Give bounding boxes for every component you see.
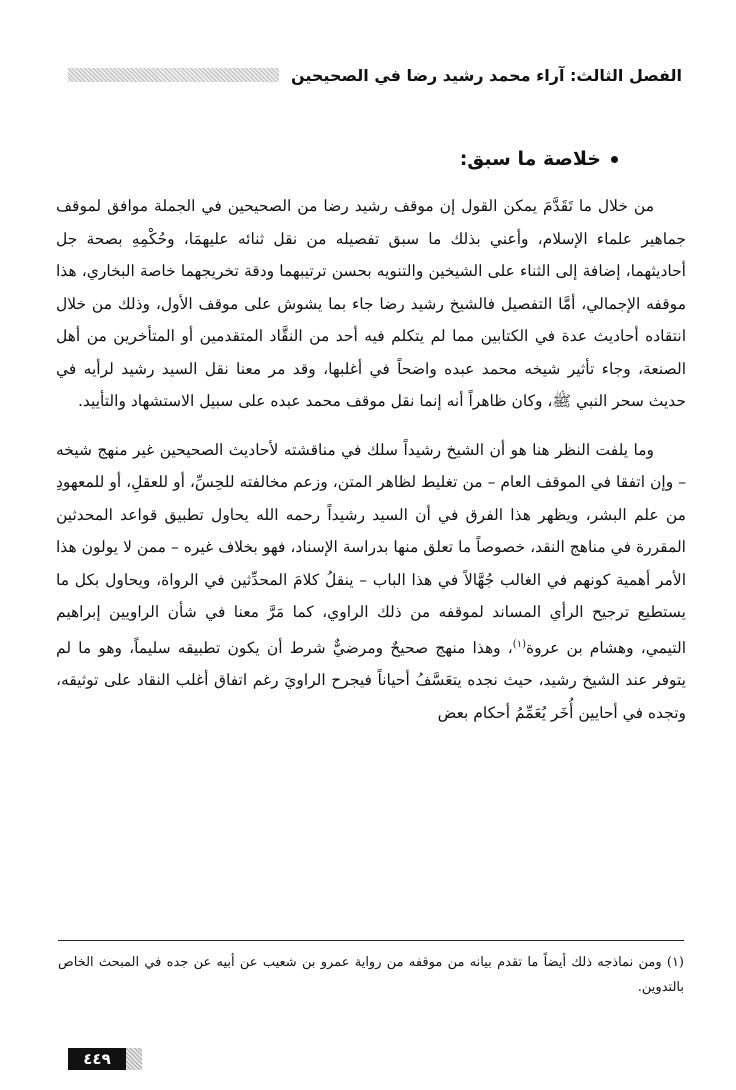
section-heading-text: خلاصة ما سبق: [459, 148, 601, 170]
footnote-divider [58, 940, 684, 941]
footnote-reference[interactable]: (١) [512, 638, 526, 650]
bullet-icon [611, 156, 618, 163]
footnote-1: (١) ومن نماذجه ذلك أيضاً ما تقدم بيانه من موقفه من رواية عمرو بن شعيب عن أبيه عن جده في المبحث الخاص بالتدوين. [58, 955, 684, 995]
body-text [56, 190, 686, 729]
page-number: ٤٤٩ [68, 1048, 126, 1070]
paragraph-2-part-1: وما يلفت النظر هنا هو أن الشيخ رشيداً سلك في مناقشته لأحاديث الصحيحين غير منهج شيخه – وإن اتفقا في الموقف العام – من تغليط لظاهر المتن، وزعم مخالفته للحِسِّ، أو للعقلِ، أو للمعهودِ من علم البشر، ويظهر هذا الفرق في أن السيد رشيداً رحمه الله يحاول تطبيق قواعد المحدثين المقررة في مناهج النقد، خصوصاً ما تعلق منها بدراسة الإسناد، فهو بخلاف غيره – ممن لا يولون هذا الأمر أهمية كونهم في الغالب جُهَّالاً في هذا الباب – ينقلُ كلامَ المحدِّثين في الرواة، ويحاول بكل ما يستطيع ترجيح الرأي المساند لموقفه من ذلك الراوي، كما مَرَّ معنا في شأن الراويين إبراهيم التيمي، وهشام بن عروة [56, 440, 687, 657]
paragraph-2 [56, 434, 686, 730]
paragraph-2-part-2: ، وهذا منهج صحيحٌ ومرضيٌّ شرط أن يكون تطبيقه سليماً، وهو ما لم يتوفر عند الشيخ رشيد، حيث نجده يتعَسَّفُ أحياناً فيجرح الراويَ رغم اتفاق أغلب النقاد على توثيقه، وتجده في أحايين أُخَر يُعَمِّمُ أحكام بعض [56, 638, 686, 722]
section-heading [460, 148, 618, 170]
footnotes [58, 950, 684, 1000]
chapter-title: الفصل الثالث: آراء محمد رشيد رضا في الصحيحين [290, 65, 682, 85]
header-decorative-band [68, 68, 279, 82]
paragraph-1: من خلال ما تَقَدَّمَ يمكن القول إن موقف رشيد رضا من الصحيحين في الجملة موافق لموقف جماهير علماء الإسلام، وأعني بذلك ما سبق تفصيله من نقل ثنائه عليهمَا، وحُكْمِهِ بصحة جل أحاديثهما، إضافة إلى الثناء على الشيخين والتنويه بحسن ترتيبهما ودقة تخريجهما خاصة البخاري، هذا موقفه الإجمالي، أمَّا التفصيل فالشيخ رشيد رضا جاء بما يشوش على موقف الأول، وذلك من خلال انتقاده أحاديث عدة في الكتابين مما لم يتكلم فيه أحد من النقَّاد المتقدمين أو المتأخرين من أهل الصنعة، وجاء تأثير شيخه محمد عبده واضحاً في أغلبها، وقد مر معنا نقل السيد رشيد لرأيه في حديث سحر النبي ﷺ، وكان ظاهراً أنه إنما نقل موقف محمد عبده على سبيل الاستشهاد والتأييد. [56, 197, 686, 410]
page-number-decorative-band [126, 1048, 142, 1070]
running-header [68, 58, 682, 92]
